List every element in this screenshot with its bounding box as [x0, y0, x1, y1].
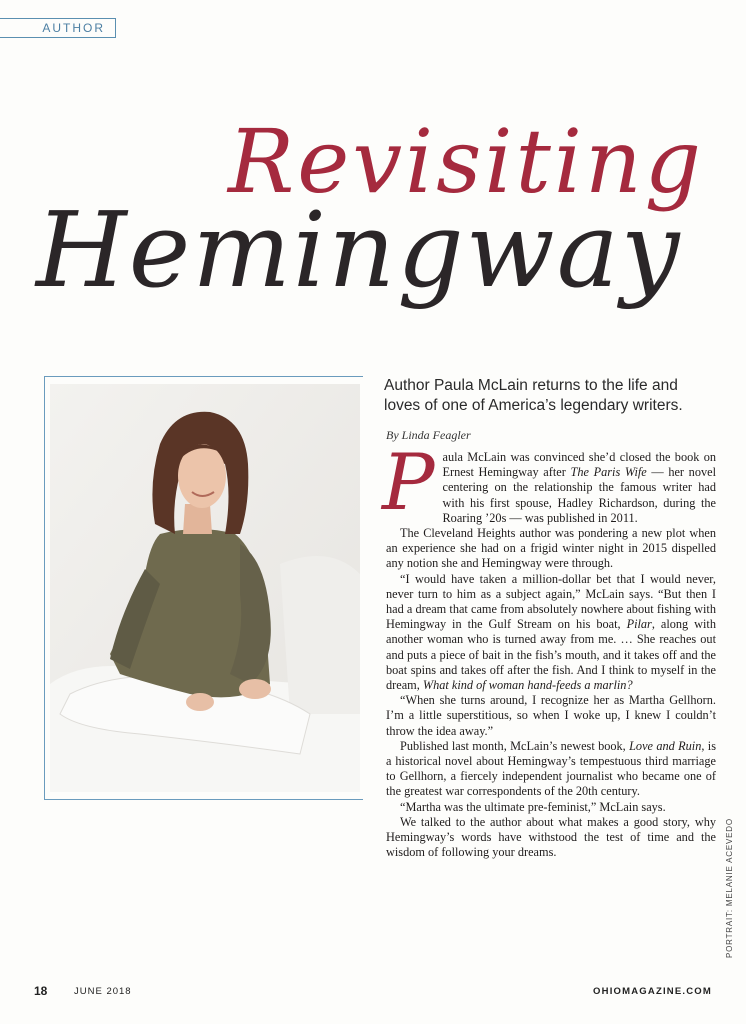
- book-title: Love and Ruin: [629, 738, 702, 753]
- article-body: [382, 438, 716, 860]
- article-paragraph: We talked to the author about what makes a good story, why Hemingway’s words have withstood the test of time and the wisdom of following your dreams.: [386, 814, 716, 860]
- article-paragraph: [382, 438, 716, 528]
- book-title: The Paris Wife: [570, 465, 647, 480]
- article-paragraph: The Cleveland Heights author was pondering a new plot when an experience she had on a frigid winter night in 2015 dispelled any notion she and Hemingway were through.: [386, 526, 716, 571]
- italic-quote: What kind of woman hand-feeds a marlin?: [422, 678, 633, 693]
- article-deck: Author Paula McLain returns to the life and loves of one of America’s legendary writers.: [384, 377, 683, 414]
- drop-cap: P: [382, 438, 435, 528]
- article-text: Published last month, McLain’s newest book,: [400, 738, 630, 753]
- magazine-website: OHIOMAGAZINE.COM: [593, 986, 712, 997]
- boat-name: Pilar: [626, 617, 652, 632]
- byline: By Linda Feagler: [386, 428, 471, 442]
- headline-line-2: Hemingway: [36, 189, 682, 311]
- headline-line-1: Revisiting: [228, 110, 705, 213]
- article-paragraph: “Martha was the ultimate pre-feminist,” McLain says.: [400, 799, 666, 814]
- article-text: , is a historical novel about Hemingway’s tempestuous third marriage to Gellhorn, a fiercely independent journalist who became one of the greatest war correspondents of the 20th century.: [386, 738, 716, 799]
- author-portrait: [50, 384, 360, 792]
- photo-credit: PORTRAIT: MELANIE ACEVEDO: [725, 818, 734, 958]
- article-paragraph: [386, 739, 716, 800]
- article-text: , along with another woman who is turned away from me. … She reaches out and puts a piece of bait in the fish’s mouth, and it takes off and the boat spins and takes off after the fish. And I think to myself in the dream,: [386, 617, 716, 693]
- section-tag: AUTHOR: [0, 18, 116, 38]
- page-number: 18: [34, 984, 48, 998]
- article-text: “I would have taken a million-dollar bet that I would never, never turn to him as a subject again,” McLain says. “But then I had a dream that came from absolutely nowhere about fishing with Hemingway in the Gulf Stream on his boat,: [386, 571, 716, 632]
- portrait-illustration: [50, 384, 360, 792]
- article-text: — her novel centering on the relationship the famous writer had with his first spouse, Hadley Richardson, during the Roaring ’20s — was published in 2011.: [442, 465, 716, 525]
- article-paragraph: “When she turns around, I recognize her as Martha Gellhorn. I’m a little superstitious, so when I woke up, I knew I couldn’t throw the idea away.”: [386, 693, 716, 738]
- issue-date: JUNE 2018: [74, 986, 132, 997]
- article-text: aula McLain was convinced she’d closed the book on Ernest Hemingway after: [442, 450, 716, 480]
- article-paragraph: [386, 572, 716, 694]
